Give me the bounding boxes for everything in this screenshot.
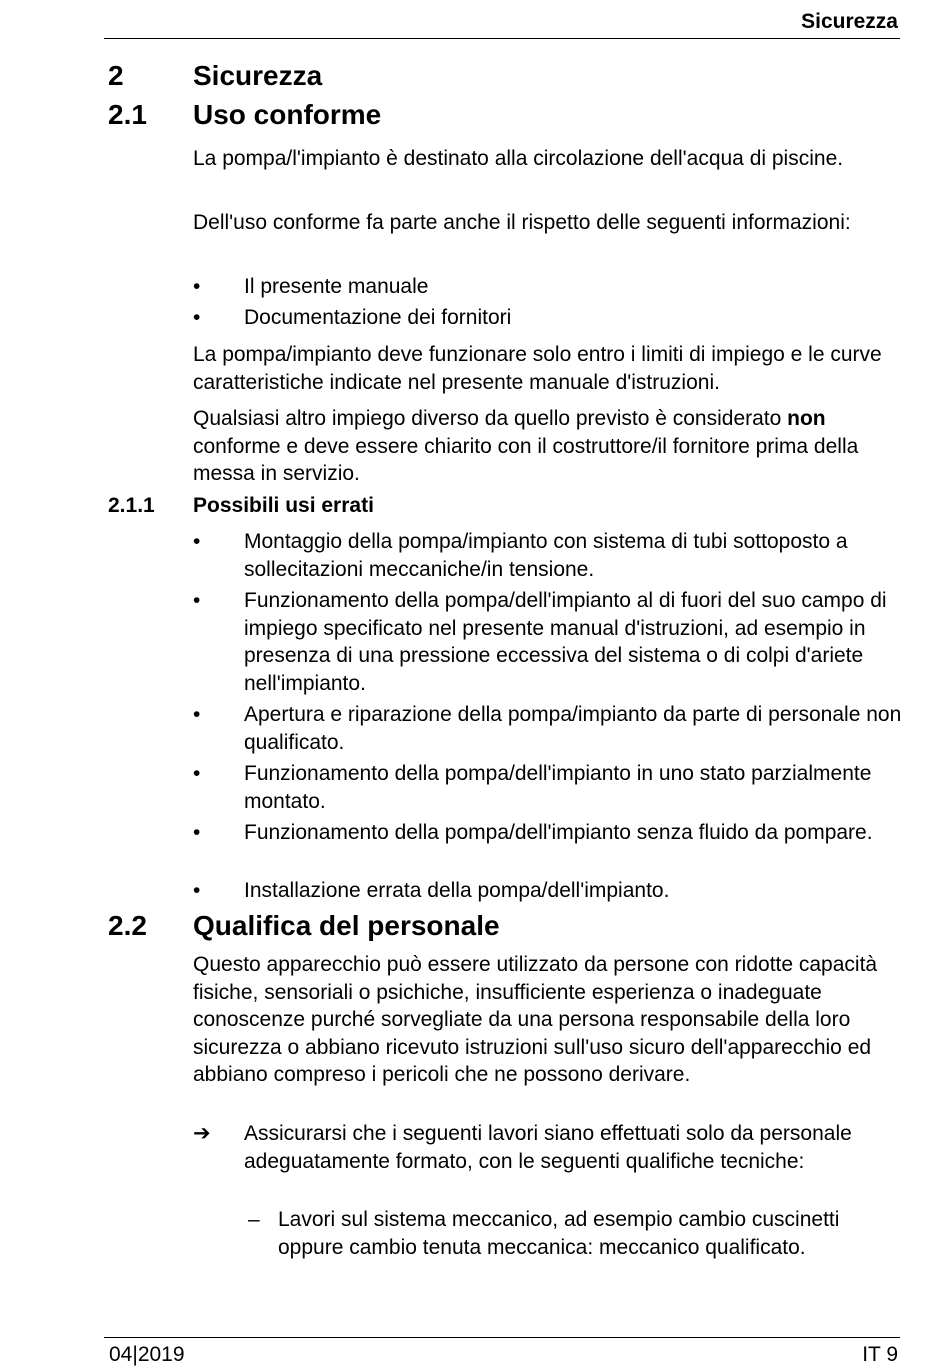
list-item: • Il presente manuale xyxy=(193,273,903,301)
bullet: • xyxy=(193,703,201,726)
list-item: • Funzionamento della pompa/dell'impianto senza fluido da pompare. xyxy=(193,819,903,847)
bullet: • xyxy=(193,821,201,844)
list-item: • Documentazione dei fornitori xyxy=(193,304,903,332)
heading-number: 2.1.1 xyxy=(108,494,155,517)
list-item: • Funzionamento della pompa/dell'impianto al di fuori del suo campo di impiego specificato nel presente manual d'istruzioni, ad esempio in presenza di una pressione eccessiva del sistema o di colpi d'ariete nell'impianto. xyxy=(193,589,887,695)
bullet: • xyxy=(193,589,201,612)
list-item: • Montaggio della pompa/impianto con sistema di tubi sottoposto a sollecitazioni meccaniche/in tensione. xyxy=(193,530,848,581)
list-item: • Installazione errata della pompa/dell'impianto. xyxy=(193,877,903,905)
bullet: • xyxy=(193,879,201,902)
dash: – xyxy=(248,1208,260,1231)
bullet: • xyxy=(193,762,201,785)
action-item: ➔ Assicurarsi che i seguenti lavori siano effettuati solo da personale adeguatamente formato, con le seguenti qualifiche tecniche: xyxy=(193,1122,852,1173)
paragraph-intended-use: La pompa/l'impianto è destinato alla circolazione dell'acqua di piscine. xyxy=(193,147,844,170)
paragraph-compliance: Dell'uso conforme fa parte anche il rispetto delle seguenti informazioni: xyxy=(193,211,851,234)
list-item: • Apertura e riparazione della pompa/impianto da parte di personale non qualificato. xyxy=(193,703,902,754)
paragraph-personnel: Questo apparecchio può essere utilizzato da persone con ridotte capacità fisiche, sensoriali o psichiche, insufficiente esperienza o inadeguate conoscenze purché sorvegliate da una persona responsabile della loro sicurezza o abbiano ricevuto istruzioni sull'uso sicuro dell'apparecchio ed abbiano compreso i pericoli che ne possono derivare. xyxy=(193,953,878,1086)
header-title: Sicurezza xyxy=(801,10,898,33)
page-footer xyxy=(104,1337,900,1371)
bullet: • xyxy=(193,275,201,298)
list-item: • Funzionamento della pompa/dell'impianto in uno stato parzialmente montato. xyxy=(193,762,872,813)
heading-title: Sicurezza xyxy=(193,60,323,91)
paragraph-limits: La pompa/impianto deve funzionare solo entro i limiti di impiego e le curve caratteristiche indicate nel presente manuale d'istruzioni. xyxy=(193,343,882,394)
heading-title: Qualifica del personale xyxy=(193,910,500,941)
heading-title: Uso conforme xyxy=(193,99,382,130)
bullet: • xyxy=(193,530,201,553)
emphasis-non: non xyxy=(787,407,826,430)
heading-number: 2.1 xyxy=(108,99,147,130)
arrow-right-icon: ➔ xyxy=(193,1122,211,1145)
paragraph-other-use: Qualsiasi altro impiego diverso da quello previsto è considerato non conforme e deve essere chiarito con il costruttore/il fornitore prima della messa in servizio. xyxy=(193,407,859,485)
sub-list-item: – Lavori sul sistema meccanico, ad esempio cambio cuscinetti oppure cambio tenuta meccanica: meccanico qualificato. xyxy=(248,1208,840,1259)
footer-date: 04|2019 xyxy=(109,1343,185,1366)
heading-number: 2.2 xyxy=(108,910,147,941)
heading-title: Possibili usi errati xyxy=(193,494,374,517)
page-number: IT 9 xyxy=(862,1343,898,1366)
bullet: • xyxy=(193,306,201,329)
page-header xyxy=(104,8,900,39)
heading-number: 2 xyxy=(108,60,124,91)
